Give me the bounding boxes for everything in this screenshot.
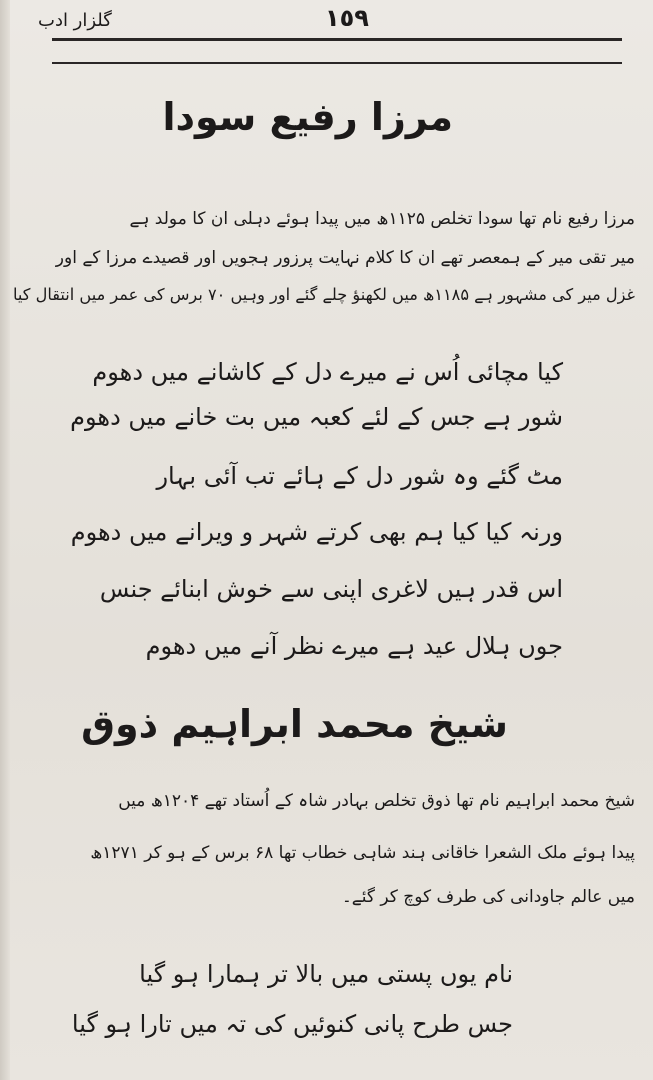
page-number: ١٥٩ xyxy=(325,4,369,32)
verse-line: مٹ گئے وہ شور دل کے ہائے تب آئی بہار xyxy=(156,462,563,490)
verse-line: نام یوں پستی میں بالا تر ہمارا ہو گیا xyxy=(139,960,513,988)
verse-line: جوں ہلال عید ہے میرے نظر آنے میں دھوم xyxy=(145,632,563,660)
prose-line: پیدا ہوئے ملک الشعرا خاقانی ہند شاہی خطاب تھا ۶۸ برس کے ہو کر ۱۲۷۱ھ xyxy=(90,843,635,863)
header-rule-thick xyxy=(52,38,622,41)
prose-line: میں عالم جاودانی کی طرف کوچ کر گئے۔ xyxy=(341,887,635,907)
running-title: گلزار ادب xyxy=(38,10,112,31)
page-header xyxy=(25,4,635,34)
verse-line: جس طرح پانی کنوئیں کی تہ میں تارا ہو گیا xyxy=(71,1010,513,1038)
verse-line: شور ہے جس کے لئے کعبہ میں بت خانے میں دھوم xyxy=(70,403,563,431)
section-heading-sauda: مرزا رفیع سودا xyxy=(162,95,453,139)
section-heading-zauq: شیخ محمد ابراہیم ذوق xyxy=(81,702,508,746)
verse-line: ورنہ کیا کیا ہم بھی کرتے شہر و ویرانے میں دھوم xyxy=(70,518,563,546)
prose-line: مرزا رفیع نام تھا سودا تخلص ۱۱۲۵ھ میں پیدا ہوئے دہلی ان کا مولد ہے xyxy=(129,209,635,229)
header-rule-thin xyxy=(52,62,622,64)
page-edge-shadow xyxy=(0,0,10,1080)
prose-line: شیخ محمد ابراہیم نام تھا ذوق تخلص بہادر شاہ کے اُستاد تھے ۱۲۰۴ھ میں xyxy=(118,791,635,811)
verse-line: اس قدر ہیں لاغری اپنی سے خوش ابنائے جنس xyxy=(99,575,563,603)
prose-line: غزل میر کی مشہور ہے ۱۱۸۵ھ میں لکھنؤ چلے گئے اور وہیں ۷۰ برس کی عمر میں انتقال کیا xyxy=(12,285,635,304)
verse-line: کیا مچائی اُس نے میرے دل کے کاشانے میں دھوم xyxy=(92,358,563,386)
prose-line: میر تقی میر کے ہمعصر تھے ان کا کلام نہایت پرزور ہجویں اور قصیدے مرزا کے اور xyxy=(55,248,635,268)
